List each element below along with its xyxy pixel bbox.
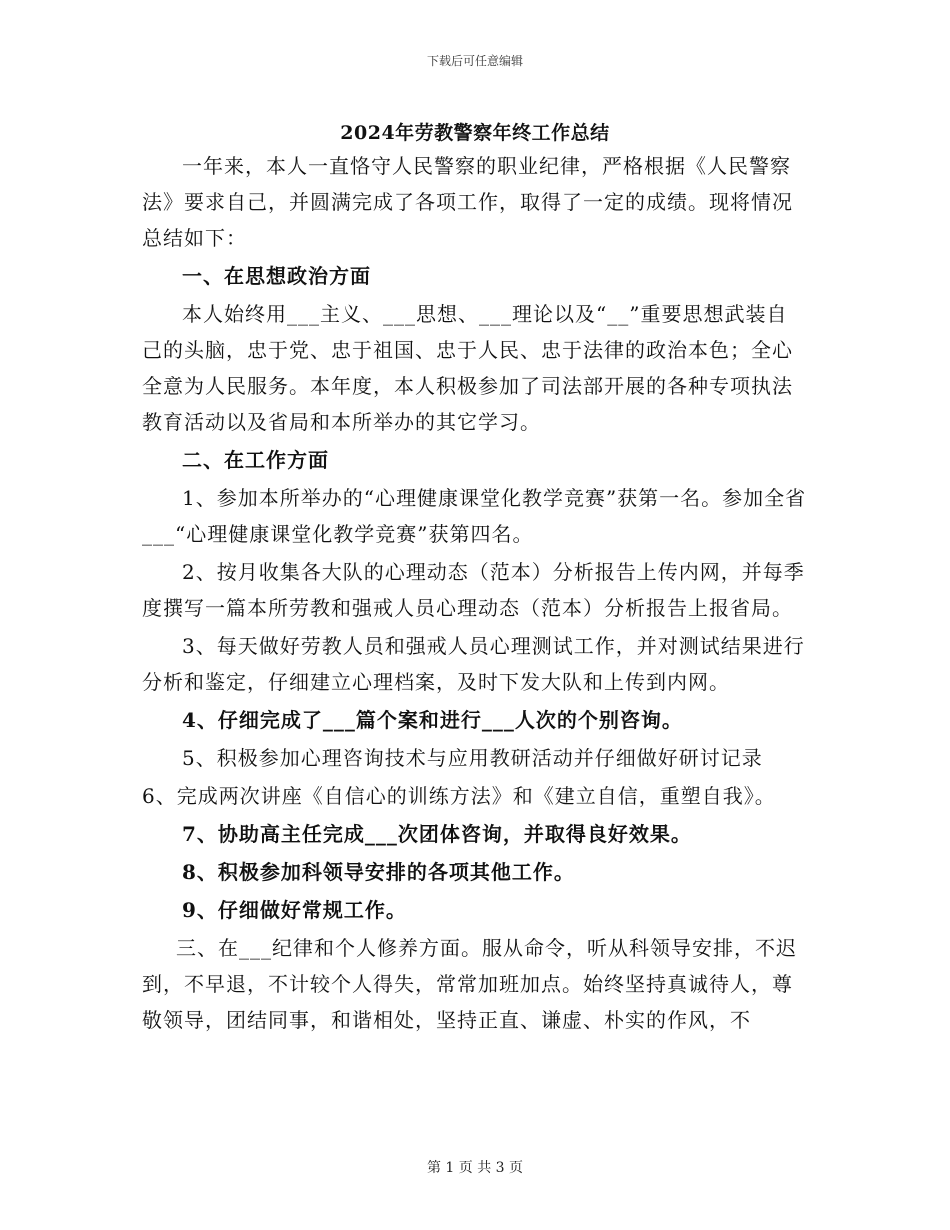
paragraph-item-9: 9、仔细做好常规工作。 [182, 898, 407, 922]
paragraph-item-4: 4、仔细完成了___篇个案和进行___人次的个别咨询。 [182, 708, 683, 732]
paragraph-item-2: 2、按月收集各大队的心理动态（范本）分析报告上传内网，并每季度撰写一篇本所劳教和强戒人员心理动态（范本）分析报告上报省局。 [142, 560, 805, 620]
paragraph-intro: 一年来，本人一直恪守人民警察的职业纪律，严格根据《人民警察法》要求自己，并圆满完成了各项工作，取得了一定的成绩。现将情况总结如下： [142, 154, 793, 250]
paragraph-item-6: 6、完成两次讲座《自信心的训练方法》和《建立自信，重塑自我》。 [142, 784, 776, 808]
document-body [142, 148, 808, 1040]
paragraph-politics: 本人始终用___主义、___思想、___理论以及“__”重要思想武装自己的头脑，忠于党、忠于祖国、忠于人民、忠于法律的政治本色；全心全意为人民服务。本年度，本人积极参加了司法部开展的各种专项执法教育活动以及省局和本所举办的其它学习。 [142, 302, 793, 434]
paragraph-item-5: 5、积极参加心理咨询技术与应用教研活动并仔细做好研讨记录 [182, 746, 763, 770]
paragraph-item-1: 1、参加本所举办的“心理健康课堂化教学竞赛”获第一名。参加全省___“心理健康课堂化教学竞赛”获第四名。 [142, 486, 807, 546]
document-title: 2024年劳教警察年终工作总结 [340, 122, 610, 144]
paragraph-section-3: 三、在___纪律和个人修养方面。服从命令，听从科领导安排，不迟到，不早退，不计较个人得失，常常加班加点。始终坚持真诚待人，尊敬领导，团结同事，和谐相处，坚持正直、谦虚、朴实的作风，不 [142, 936, 797, 1032]
section-heading-2: 二、在工作方面 [182, 448, 329, 472]
section-heading-1: 一、在思想政治方面 [182, 264, 371, 288]
paragraph-item-3: 3、每天做好劳教人员和强戒人员心理测试工作，并对测试结果进行分析和鉴定，仔细建立心理档案，及时下发大队和上传到内网。 [142, 634, 805, 694]
page-header: 下载后可任意编辑 [426, 54, 523, 68]
paragraph-item-7: 7、协助高主任完成___次团体咨询，并取得良好效果。 [182, 822, 692, 846]
paragraph-item-8: 8、积极参加科领导安排的各项其他工作。 [182, 860, 575, 884]
page-footer: 第 1 页 共 3 页 [426, 1160, 524, 1176]
